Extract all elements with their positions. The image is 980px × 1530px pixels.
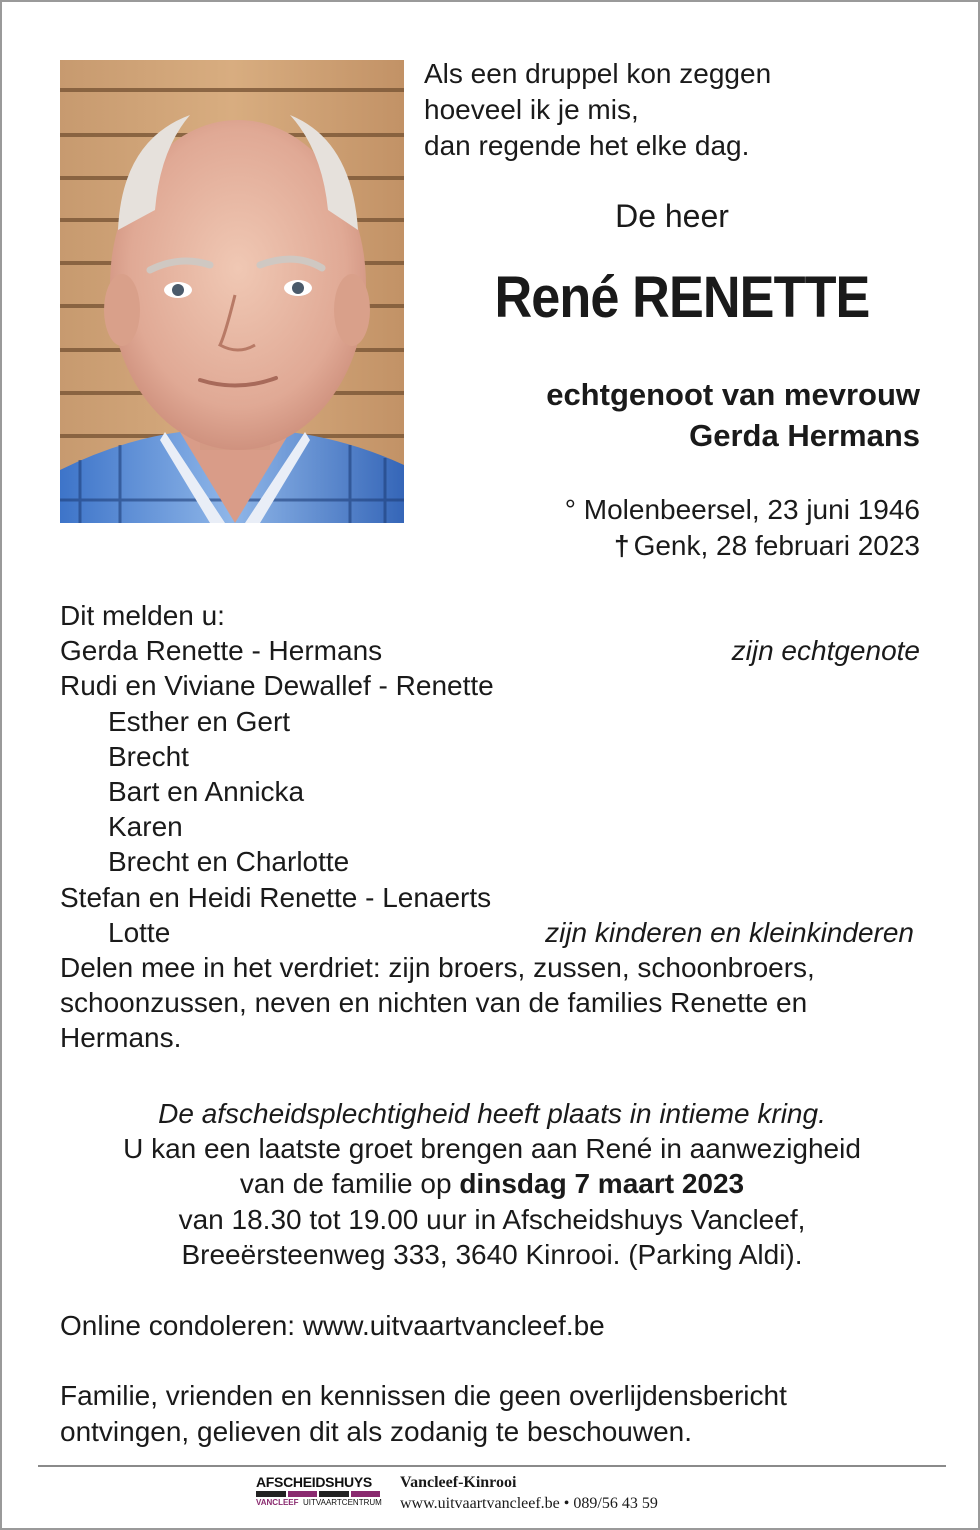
poem bbox=[424, 56, 771, 164]
birth-date: ° Molenbeersel, 23 juni 1946 bbox=[564, 494, 920, 525]
life-dates bbox=[565, 492, 920, 564]
family-row bbox=[60, 915, 920, 950]
logo-sub-right: UITVAARTCENTRUM bbox=[302, 1498, 382, 1507]
spouse-name: Gerda Renette - Hermans bbox=[60, 635, 383, 667]
other-relatives: Delen mee in het verdriet: zijn broers, zussen, schoonbroers, schoonzussen, neven en nichten van de families Renette en Hermans. bbox=[60, 951, 815, 1054]
ceremony-info bbox=[42, 1096, 942, 1272]
grandchild-name: Brecht en Charlotte bbox=[108, 846, 350, 878]
funeral-home-logo bbox=[256, 1474, 382, 1508]
portrait-image bbox=[60, 60, 404, 523]
online-condolences: Online condoleren: www.uitvaartvancleef.be bbox=[60, 1310, 605, 1341]
logo-title: AFSCHEIDSHUYS bbox=[256, 1474, 372, 1490]
grandchild-name: Brecht bbox=[108, 740, 189, 772]
logo-bar-segment bbox=[256, 1491, 286, 1497]
notice-line: Familie, vrienden en kennissen die geen overlijdensbericht bbox=[60, 1380, 787, 1411]
footer-phone: 089/56 43 59 bbox=[573, 1495, 658, 1512]
spouse-line-1: echtgenoot van mevrouw bbox=[546, 377, 920, 412]
family-intro: Dit melden u: bbox=[60, 600, 225, 631]
logo-sub-left: VANCLEEF bbox=[256, 1498, 299, 1507]
ceremony-line: van 18.30 tot 19.00 uur in Afscheidshuys Vancleef, bbox=[178, 1203, 806, 1235]
deceased-name: René RENETTE bbox=[494, 265, 870, 330]
family-row bbox=[60, 633, 920, 668]
footer-website[interactable]: www.uitvaartvancleef.be bbox=[400, 1495, 560, 1512]
footer-separator: • bbox=[563, 1495, 570, 1512]
grandchild-name: Karen bbox=[108, 811, 183, 843]
ceremony-date: dinsdag 7 maart 2023 bbox=[459, 1168, 745, 1200]
grandchild-name: Bart en Annicka bbox=[108, 775, 305, 807]
logo-bar-segment bbox=[351, 1491, 381, 1497]
ceremony-line bbox=[42, 1166, 942, 1201]
ceremony-date-prefix: van de familie op bbox=[239, 1168, 460, 1200]
ceremony-line: Breeërsteenweg 333, 3640 Kinrooi. (Parking Aldi). bbox=[181, 1238, 803, 1270]
child-name: Rudi en Viviane Dewallef - Renette bbox=[60, 670, 494, 702]
funeral-home-name: Vancleef-Kinrooi bbox=[400, 1474, 517, 1491]
footer-contact-line bbox=[400, 1493, 658, 1514]
notice-text bbox=[60, 1378, 787, 1450]
spouse-line-2: Gerda Hermans bbox=[689, 418, 920, 453]
logo-bar-segment bbox=[288, 1491, 318, 1497]
poem-line: dan regende het elke dag. bbox=[424, 130, 750, 161]
poem-line: hoeveel ik je mis, bbox=[424, 94, 639, 125]
grandchild-name: Lotte bbox=[108, 916, 171, 948]
ceremony-line: De afscheidsplechtigheid heeft plaats in intieme kring. bbox=[158, 1098, 826, 1129]
poem-line: Als een druppel kon zeggen bbox=[424, 58, 772, 89]
logo-bar bbox=[256, 1491, 382, 1497]
notice-line: ontvingen, gelieven dit als zodanig te beschouwen. bbox=[60, 1416, 692, 1447]
title-de-heer: De heer bbox=[615, 198, 729, 234]
logo-bar-segment bbox=[319, 1491, 349, 1497]
grandchild-name: Esther en Gert bbox=[108, 705, 291, 737]
death-date-row bbox=[565, 528, 920, 564]
portrait-photo bbox=[60, 60, 404, 523]
children-role: zijn kinderen en kleinkinderen bbox=[545, 916, 914, 948]
family-announcement bbox=[60, 598, 920, 1055]
death-date: Genk, 28 februari 2023 bbox=[633, 530, 920, 561]
child-name: Stefan en Heidi Renette - Lenaerts bbox=[60, 881, 492, 913]
logo-subtitle bbox=[256, 1498, 382, 1508]
footer-contact bbox=[400, 1472, 658, 1514]
cross-icon: † bbox=[614, 530, 630, 561]
spouse-info bbox=[546, 374, 920, 456]
spouse-role: zijn echtgenote bbox=[731, 635, 920, 667]
footer-divider bbox=[38, 1465, 946, 1467]
ceremony-line: U kan een laatste groet brengen aan René in aanwezigheid bbox=[123, 1133, 861, 1165]
